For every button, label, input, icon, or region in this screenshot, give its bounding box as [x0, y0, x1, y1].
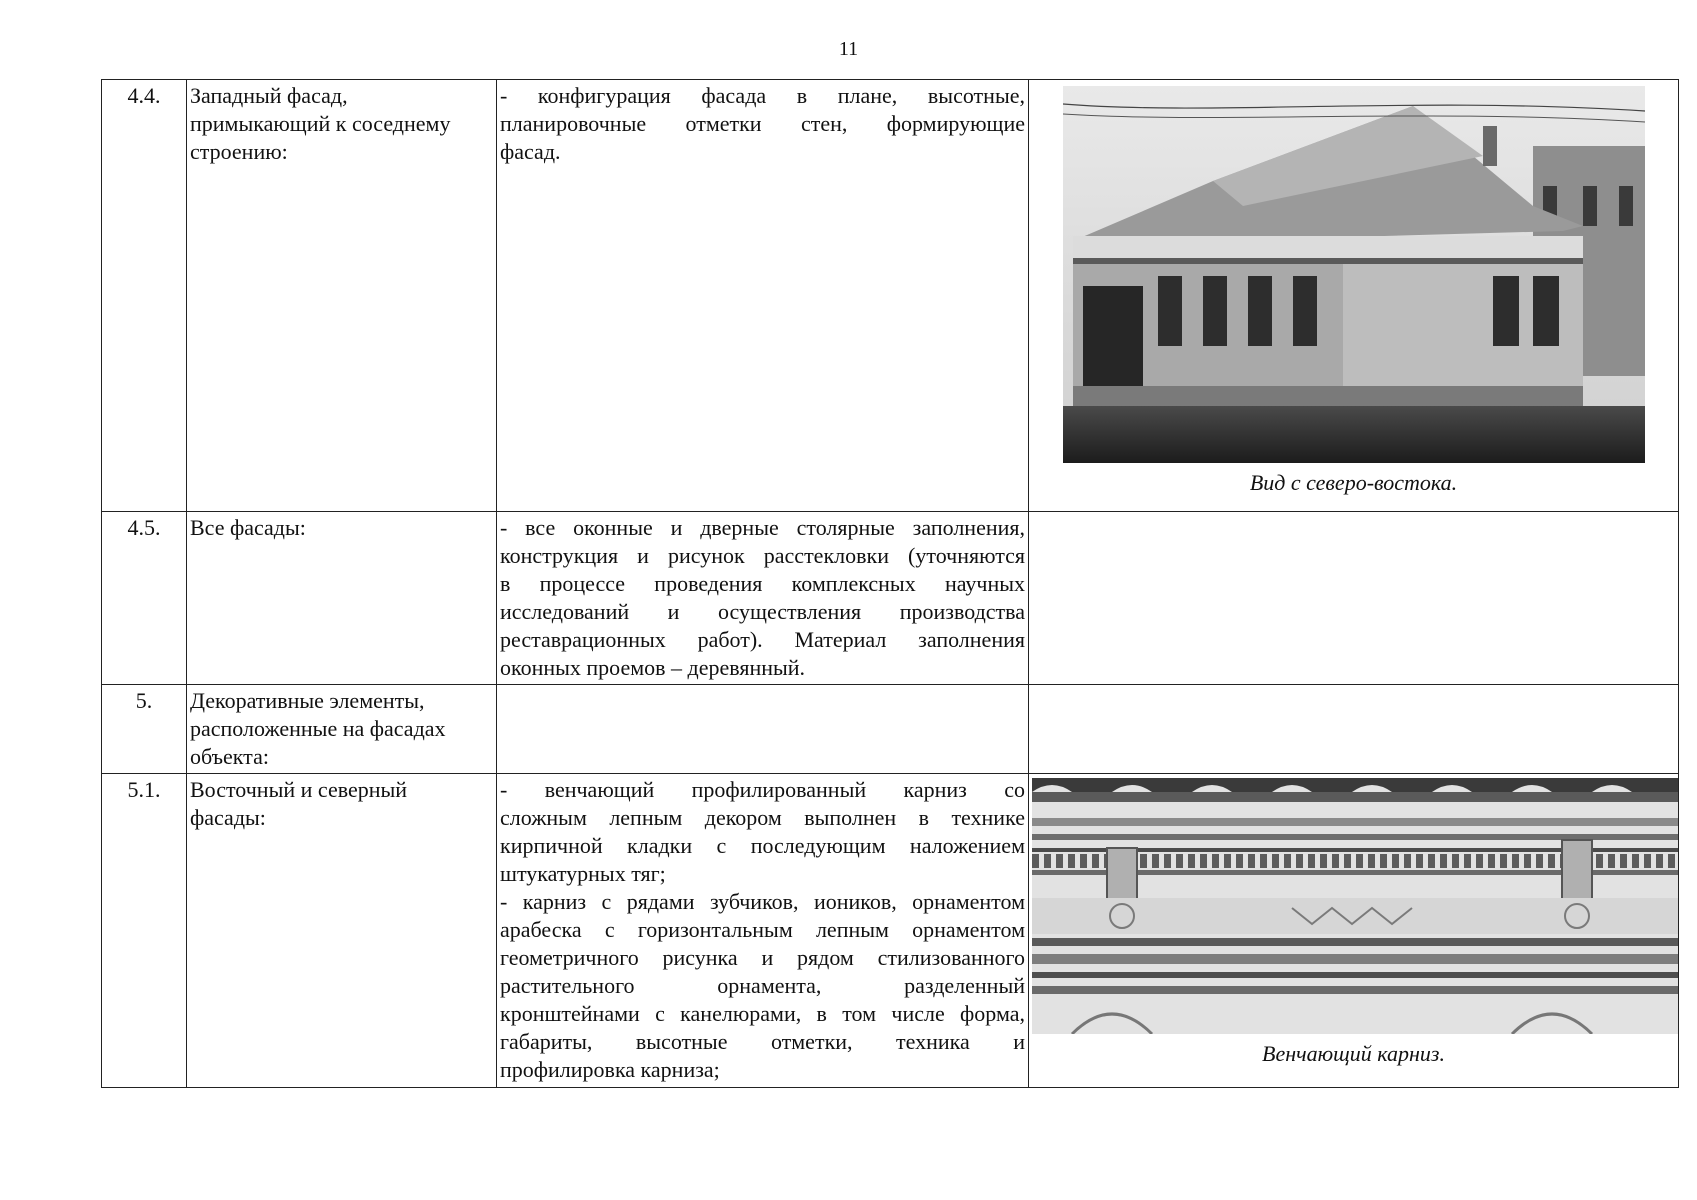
table-row — [102, 685, 1679, 774]
desc-line: оконных проемов – деревянный. — [500, 655, 806, 680]
desc-line: фасад. — [500, 139, 561, 164]
desc-line: штукатурных тяг; — [500, 861, 666, 886]
row-title — [187, 512, 497, 685]
row-description — [497, 512, 1029, 685]
desc-line: растительного орнамента, разделенный — [500, 973, 1025, 998]
row-number: 5.1. — [102, 774, 187, 1088]
page-number: 11 — [838, 38, 859, 60]
desc-line: - все оконные и дверные столярные заполнения, — [500, 515, 1025, 540]
photo-caption: Венчающий карниз. — [1262, 1041, 1445, 1066]
desc-line: исследований и осуществления производства — [500, 599, 1025, 624]
cornice-photo — [1032, 778, 1678, 1034]
photo-cell — [1029, 80, 1679, 512]
desc-line: кирпичной кладки с последующим наложением — [500, 833, 1025, 858]
row-title — [187, 774, 497, 1088]
row-number: 4.5. — [102, 512, 187, 685]
row-title — [187, 685, 497, 774]
title-line: фасады: — [190, 805, 266, 830]
row-number: 5. — [102, 685, 187, 774]
row-number: 4.4. — [102, 80, 187, 512]
table-row — [102, 512, 1679, 685]
desc-line: реставрационных работ). Материал заполнения — [500, 627, 1025, 652]
building-photo-image — [1063, 86, 1645, 463]
desc-line: - конфигурация фасада в плане, высотные, — [500, 83, 1025, 108]
desc-line: сложным лепным декором выполнен в технике — [500, 805, 1025, 830]
row-description — [497, 80, 1029, 512]
photo-caption: Вид с северо-востока. — [1249, 470, 1458, 495]
desc-line: профилировка карниза; — [500, 1057, 720, 1082]
title-line: Все фасады: — [190, 515, 306, 540]
photo-cell — [1029, 774, 1679, 1088]
title-line: строению: — [190, 139, 288, 164]
title-line: Восточный и северный — [190, 777, 408, 802]
desc-line: арабеска с горизонтальным лепным орнаментом — [500, 917, 1025, 942]
desc-line: геометричного рисунка и рядом стилизованного — [500, 945, 1025, 970]
empty-cell — [1029, 512, 1679, 685]
desc-line: габариты, высотные отметки, техника и — [500, 1029, 1025, 1054]
row-title — [187, 80, 497, 512]
object-elements-table — [101, 79, 1679, 1088]
desc-line: в процессе проведения комплексных научных — [500, 571, 1025, 596]
title-line: объекта: — [190, 744, 269, 769]
title-line: примыкающий к соседнему — [190, 111, 451, 136]
table-row — [102, 774, 1679, 1088]
desc-line: конструкция и рисунок расстекловки (уточняются — [500, 543, 1025, 568]
building-photo — [1063, 86, 1645, 463]
title-line: Западный фасад, — [190, 83, 348, 108]
title-line: расположенные на фасадах — [190, 716, 446, 741]
desc-line: кронштейнами с канелюрами, в том числе форма, — [500, 1001, 1025, 1026]
table-row — [102, 80, 1679, 512]
empty-cell — [497, 685, 1029, 774]
empty-cell — [1029, 685, 1679, 774]
title-line: Декоративные элементы, — [190, 688, 425, 713]
cornice-photo-image — [1032, 778, 1678, 1034]
desc-line: - карниз с рядами зубчиков, иоников, орнаментом — [500, 889, 1025, 914]
row-description — [497, 774, 1029, 1088]
desc-line: - венчающий профилированный карниз со — [500, 777, 1025, 802]
desc-line: планировочные отметки стен, формирующие — [500, 111, 1025, 136]
